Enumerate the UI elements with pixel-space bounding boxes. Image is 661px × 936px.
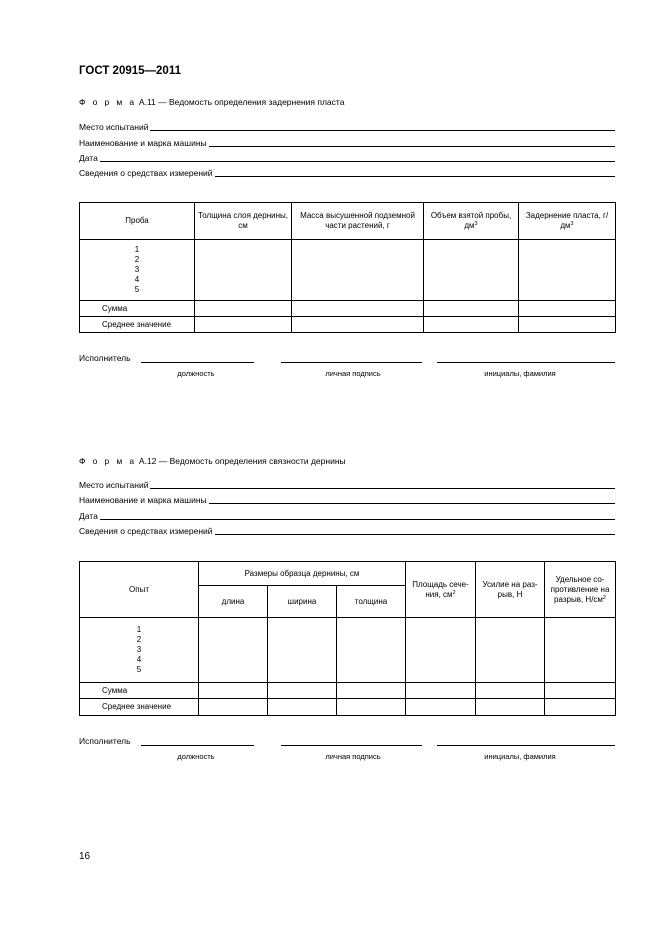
signature-block-a12 bbox=[79, 736, 615, 766]
table-row-sum bbox=[80, 683, 616, 699]
name-line[interactable] bbox=[437, 362, 615, 363]
table-cell[interactable] bbox=[292, 317, 424, 333]
col-header-root-mass: Масса высушенной подземной части растений, г bbox=[292, 203, 424, 240]
table-row-mean bbox=[80, 699, 616, 716]
form-a12-title-text: А.12 — Ведомость определения связности дернины bbox=[136, 456, 346, 466]
table-cell[interactable] bbox=[424, 317, 519, 333]
position-line[interactable] bbox=[141, 745, 254, 746]
executor-label: Исполнитель bbox=[79, 736, 131, 746]
field-line[interactable] bbox=[215, 169, 615, 177]
table-cell[interactable] bbox=[268, 699, 337, 716]
table-header-row bbox=[80, 562, 616, 586]
field-label: Место испытаний bbox=[79, 122, 149, 132]
field-line[interactable] bbox=[209, 139, 615, 147]
field-date[interactable] bbox=[79, 151, 615, 163]
col-header-break-force: Усилие на разрыв, Н bbox=[476, 562, 545, 618]
field-label: Дата bbox=[79, 511, 98, 521]
field-line[interactable] bbox=[209, 496, 615, 504]
form-a11-title bbox=[79, 97, 344, 107]
field-machine[interactable] bbox=[79, 493, 615, 505]
col-header-specific-resistance: Удельное сопротивление на разрыв, $Н/см^2$ bbox=[545, 562, 616, 618]
form-a12-title-prefix: Ф о р м а bbox=[79, 456, 137, 466]
table-header-row bbox=[80, 203, 616, 240]
table-row-sum bbox=[80, 301, 616, 317]
field-label: Сведения о средствах измерений bbox=[79, 168, 213, 178]
form-a11-title-text: А.11 — Ведомость определения задернения пласта bbox=[136, 97, 345, 107]
table-cell[interactable] bbox=[476, 618, 545, 683]
table-cell[interactable] bbox=[292, 301, 424, 317]
field-label: Место испытаний bbox=[79, 480, 149, 490]
field-line[interactable] bbox=[215, 527, 615, 535]
table-cell[interactable] bbox=[199, 699, 268, 716]
col-header-layer-thickness: Толщина слоя дернины, см bbox=[195, 203, 292, 240]
caption-position: должность bbox=[177, 369, 215, 378]
col-header-sample: Проба bbox=[80, 203, 195, 240]
col-header-width: ширина bbox=[268, 586, 337, 618]
form-a11-table bbox=[79, 202, 616, 333]
col-header-experiment: Опыт bbox=[80, 562, 199, 618]
table-cell[interactable] bbox=[545, 618, 616, 683]
table-cell[interactable] bbox=[337, 699, 406, 716]
table-row bbox=[80, 240, 616, 301]
table-cell[interactable] bbox=[424, 301, 519, 317]
field-label: Наименование и марка машины bbox=[79, 495, 207, 505]
table-cell[interactable] bbox=[337, 618, 406, 683]
table-cell[interactable] bbox=[292, 240, 424, 301]
name-line[interactable] bbox=[437, 745, 615, 746]
signature-line[interactable] bbox=[281, 362, 422, 363]
signature-line[interactable] bbox=[281, 745, 422, 746]
col-header-sod-density: Задернение пласта, $г/дм^3$ bbox=[519, 203, 616, 240]
row-numbers: 1 2 3 4 5 bbox=[80, 618, 199, 683]
table-cell[interactable] bbox=[337, 683, 406, 699]
table-cell[interactable] bbox=[268, 683, 337, 699]
col-header-sample-dimensions: Размеры образца дернины, см bbox=[199, 562, 406, 586]
position-line[interactable] bbox=[141, 362, 254, 363]
field-date[interactable] bbox=[79, 509, 615, 521]
table-row bbox=[80, 618, 616, 683]
row-label-sum: Сумма bbox=[80, 683, 199, 699]
caption-signature: личная подпись bbox=[325, 369, 381, 378]
document-header: ГОСТ 20915—2011 bbox=[79, 65, 181, 77]
field-line[interactable] bbox=[150, 123, 615, 131]
row-label-mean: Среднее значение bbox=[80, 699, 199, 716]
caption-name: инициалы, фамилия bbox=[484, 752, 556, 761]
table-cell[interactable] bbox=[406, 683, 476, 699]
col-header-length: длина bbox=[199, 586, 268, 618]
field-machine[interactable] bbox=[79, 136, 615, 148]
field-test-place[interactable] bbox=[79, 478, 615, 490]
executor-label: Исполнитель bbox=[79, 353, 131, 363]
signature-block-a11 bbox=[79, 353, 615, 383]
table-cell[interactable] bbox=[424, 240, 519, 301]
form-a12-title bbox=[79, 456, 346, 466]
field-measuring-tools[interactable] bbox=[79, 524, 615, 536]
caption-signature: личная подпись bbox=[325, 752, 381, 761]
field-label: Сведения о средствах измерений bbox=[79, 526, 213, 536]
table-cell[interactable] bbox=[476, 699, 545, 716]
table-cell[interactable] bbox=[195, 301, 292, 317]
table-cell[interactable] bbox=[268, 618, 337, 683]
col-header-thickness: толщина bbox=[337, 586, 406, 618]
caption-position: должность bbox=[177, 752, 215, 761]
field-line[interactable] bbox=[150, 481, 615, 489]
table-row-mean bbox=[80, 317, 616, 333]
row-label-sum: Сумма bbox=[80, 301, 195, 317]
table-cell[interactable] bbox=[545, 699, 616, 716]
caption-name: инициалы, фамилия bbox=[484, 369, 556, 378]
page-number: 16 bbox=[79, 851, 91, 862]
row-numbers: 1 2 3 4 5 bbox=[80, 240, 195, 301]
field-line[interactable] bbox=[100, 154, 615, 162]
field-line[interactable] bbox=[100, 512, 615, 520]
table-cell[interactable] bbox=[406, 699, 476, 716]
form-a11-title-prefix: Ф о р м а bbox=[79, 97, 137, 107]
table-cell[interactable] bbox=[195, 240, 292, 301]
col-header-section-area: Площадь сечения, $см^2$ bbox=[406, 562, 476, 618]
col-header-sample-volume: Объем взятой пробы, $дм^3$ bbox=[424, 203, 519, 240]
table-cell[interactable] bbox=[519, 301, 616, 317]
table-cell[interactable] bbox=[545, 683, 616, 699]
row-label-mean: Среднее значение bbox=[80, 317, 195, 333]
field-test-place[interactable] bbox=[79, 120, 615, 132]
table-cell[interactable] bbox=[519, 240, 616, 301]
field-label: Наименование и марка машины bbox=[79, 138, 207, 148]
table-cell[interactable] bbox=[519, 317, 616, 333]
table-cell[interactable] bbox=[199, 683, 268, 699]
field-measuring-tools[interactable] bbox=[79, 166, 615, 178]
field-label: Дата bbox=[79, 153, 98, 163]
form-a12-table bbox=[79, 561, 616, 716]
table-cell[interactable] bbox=[406, 618, 476, 683]
table-cell[interactable] bbox=[476, 683, 545, 699]
table-cell[interactable] bbox=[195, 317, 292, 333]
table-cell[interactable] bbox=[199, 618, 268, 683]
